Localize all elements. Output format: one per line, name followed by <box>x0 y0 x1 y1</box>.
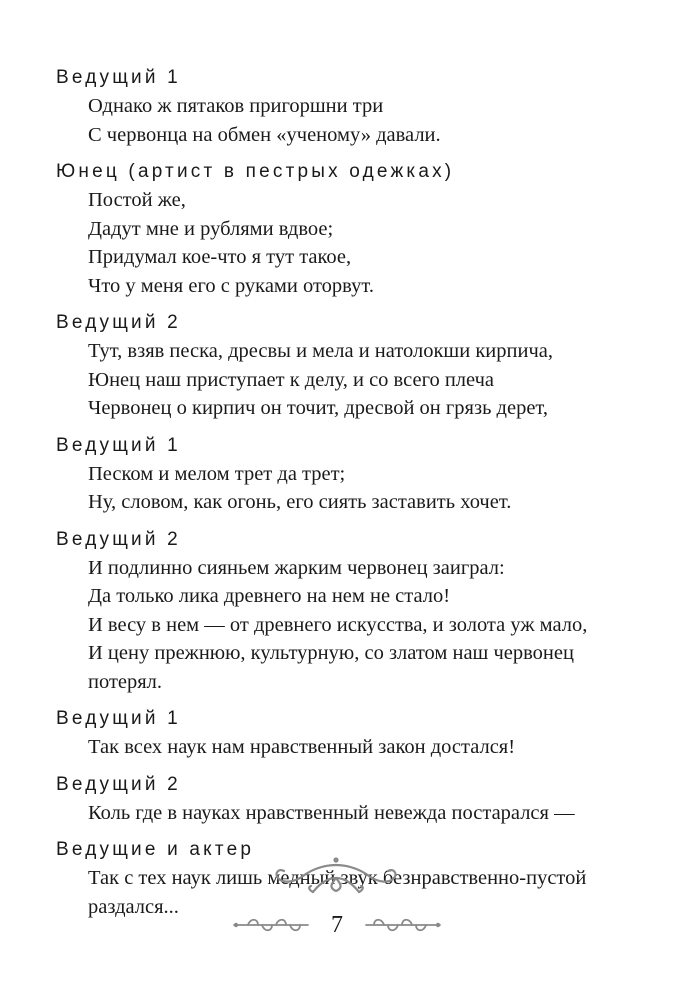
verse-line: Дадут мне и рублями вдвое; <box>88 217 334 240</box>
verse-line: Червонец о кирпич он точит, дресвой он грязь дерет, <box>88 397 548 419</box>
speech-block <box>56 526 646 697</box>
verse-line: Юнец наш приступает к делу, и со всего плеча <box>88 368 495 391</box>
verse-line: Однако ж пятаков пригоршни три <box>88 95 384 117</box>
page-footer <box>232 908 442 942</box>
verse-line: Тут, взяв песка, дресвы и мела и натолокши кирпича, <box>88 340 553 362</box>
verse-line: И подлинно сияньем жарким червонец заиграл: <box>88 556 505 579</box>
verse-line: Так с тех наук лишь медный звук безнравственно-пустой <box>88 867 587 889</box>
speech-block <box>56 64 646 149</box>
speaker-name: Ведущий 1 <box>56 708 181 729</box>
vine-ornament-icon <box>232 914 312 936</box>
speaker-name: Юнец (артист в пестрых одежках) <box>56 161 455 182</box>
speaker-name: Ведущий 2 <box>56 773 181 795</box>
verse-line: Придумал кое-что я тут такое, <box>88 246 352 268</box>
speech-block <box>56 309 646 423</box>
speech-block <box>56 158 646 300</box>
speaker-name: Ведущий 2 <box>56 528 181 550</box>
vine-ornament-icon <box>362 914 442 936</box>
verse-line: Коль где в науках нравственный невежда постарался — <box>88 801 575 824</box>
speaker-name: Ведущий 1 <box>56 67 181 88</box>
speech-block <box>56 771 646 828</box>
speaker-name: Ведущие и актер <box>56 839 255 860</box>
speech-block <box>56 432 646 517</box>
play-text <box>56 64 646 930</box>
flourish-ornament-icon <box>273 856 399 896</box>
verse-line: Так всех наук нам нравственный закон достался! <box>88 736 516 758</box>
speaker-name: Ведущий 1 <box>56 434 181 456</box>
verse-line: раздался... <box>88 895 179 918</box>
verse-line: С червонца на обмен «ученому» давали. <box>88 123 441 146</box>
speaker-name: Ведущий 2 <box>56 312 181 333</box>
speech-block <box>56 705 646 762</box>
verse-line: потерял. <box>88 670 163 693</box>
verse-line: И цену прежнюю, культурную, со златом наш червонец <box>88 642 574 664</box>
verse-line: Постой же, <box>88 189 186 211</box>
verse-line: Что у меня его с руками оторвут. <box>88 274 374 297</box>
verse-line: Ну, словом, как огонь, его сиять заставить хочет. <box>88 491 512 513</box>
verse-line: Да только лика древнего на нем не стало! <box>88 585 451 607</box>
verse-line: И весу в нем — от древнего искусства, и золота уж мало, <box>88 613 588 636</box>
verse-line: Песком и мелом трет да трет; <box>88 462 346 485</box>
page-number: 7 <box>331 912 343 938</box>
